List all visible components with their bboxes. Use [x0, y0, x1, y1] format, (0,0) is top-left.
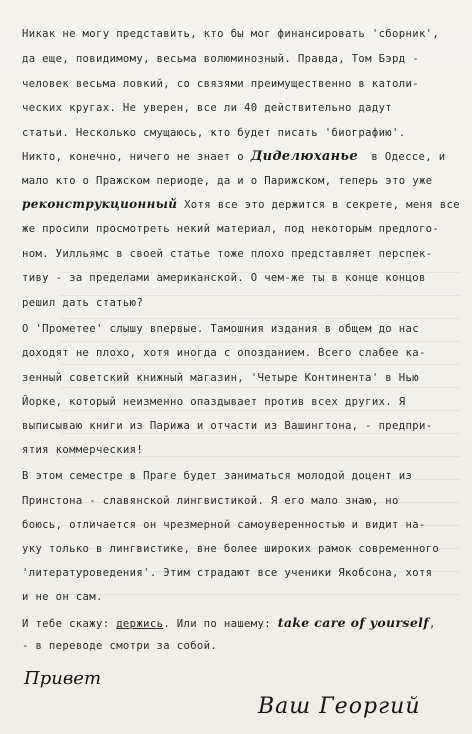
letter-line: ном. Уилльямс в своей статье тоже плохо представляет перспек-: [22, 248, 433, 260]
underlined-word: держись: [116, 618, 164, 630]
letter-line: же просили просмотреть некий материал, под некоторым предлого-: [22, 223, 440, 235]
letter-line: выписываю книги из Парижа и отчасти из Вашингтона, - предпри-: [22, 420, 433, 432]
letter-line: ятия коммерческия!: [22, 444, 144, 456]
letter-line: тиву - за пределами американской. О чем-же ты в конце концов: [22, 272, 426, 284]
letter-line: О 'Прометее' слышу впервые. Тамошния издания в общем до нас: [22, 323, 419, 335]
letter-line: уку только в лингвистике, вне более широких рамок современного: [22, 543, 440, 555]
handwritten-signature: Ваш Георгий: [258, 694, 421, 719]
letter-line: 'литературоведения'. Этим страдают все ученики Якобсона, хотя: [22, 567, 433, 579]
letter-line: реконструкционный Хотя все это держится в секрете, меня все: [22, 197, 460, 211]
letter-line: боюсь, отличается он чрезмерной самоуверенностью и видит на-: [22, 519, 426, 531]
letter-line: Никак не могу представить, кто бы мог финансировать 'сборник',: [22, 28, 440, 40]
letter-line: мало кто о Пражском периоде, да и о Парижском, теперь это уже: [22, 175, 433, 187]
letter-line: доходят не плохо, хотя иногда с опозданием. Всего слабее ка-: [22, 347, 426, 359]
handwritten-insertion: Диделюханье: [250, 149, 358, 164]
letter-line: В этом семестре в Праге будет заниматься молодой доцент из: [22, 470, 413, 482]
letter-line: зенный советский книжный магазин, 'Четыре Континента' в Нью: [22, 372, 419, 384]
letter-line: да еще, повидимому, весьма волюминозный. Правда, Том Бэрд -: [22, 53, 419, 65]
letter-line: И тебе скажу: держись. Или по нашему: take care of yourself,: [22, 615, 436, 630]
handwritten-english-phrase: take care of yourself: [277, 615, 429, 630]
handwritten-insertion: реконструкционный: [22, 197, 178, 211]
letter-line: Йорке, который неизменно опаздывает против всех других. Я: [22, 396, 406, 408]
letter-line: и не он сам.: [22, 591, 103, 603]
letter-line: Принстона - славянской лингвистикой. Я его мало знаю, но: [22, 495, 399, 507]
letter-line: ческих кругах. Не уверен, все ли 40 действительно дадут: [22, 102, 393, 114]
letter-line: Никто, конечно, ничего не знает о Диделюханье в Одессе, и: [22, 149, 446, 164]
handwritten-salutation: Привет: [24, 668, 102, 689]
letter-line: решил дать статью?: [22, 297, 144, 309]
letter-line: человек весьма ловкий, со связями преимущественно в католи-: [22, 78, 419, 90]
letter-line: - в переводе смотри за собой.: [22, 640, 218, 652]
letter-line: статьи. Несколько смущаюсь, кто будет писать 'биографию'.: [22, 127, 406, 139]
